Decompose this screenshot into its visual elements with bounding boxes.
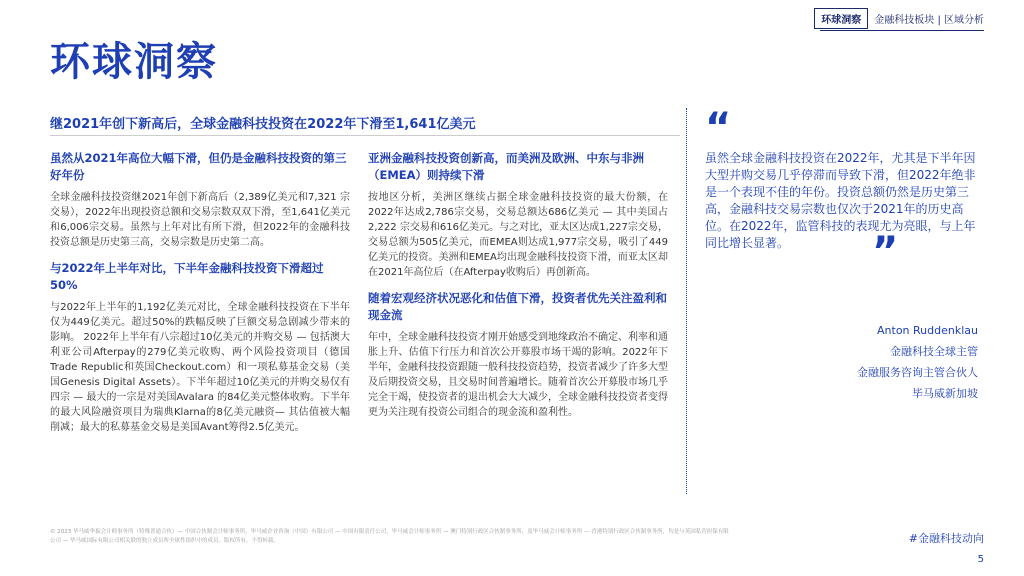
author-org: 毕马威新加坡 [912, 387, 978, 400]
author-role: 金融科技全球主管 [890, 345, 978, 358]
quote-text: 虽然全球金融科技投资在2022年，尤其是下半年因大型并购交易几乎停滞而导致下滑，但2022年绝非是一个表现不佳的年份。投资总额仍然是历史第三高，金融科技交易宗数也仅次于2021年的历史高位。在2022年，监管科技的表现尤为亮眼，与上年同比增长显著。 [705, 151, 976, 250]
column-divider [686, 108, 687, 494]
section-heading: 与2022年上半年对比，下半年金融科技投资下滑超过50% [50, 261, 324, 292]
author-role: 金融服务咨询主管合伙人 [857, 366, 978, 379]
footer-hashtag: #金融科技动向 [908, 532, 984, 545]
author-name: Anton Ruddenklau [877, 324, 978, 337]
quote-author [857, 320, 978, 404]
middle-column [368, 150, 668, 430]
page-subtitle: 继2021年创下新高后，全球金融科技投资在2022年下滑至1,641亿美元 [50, 117, 476, 132]
page-number: 5 [977, 554, 984, 565]
subtitle-divider [50, 135, 680, 136]
section-tag-rest[interactable]: 金融科技板块 | 区域分析 [874, 15, 984, 26]
close-quote-icon: ” [872, 229, 899, 275]
section-heading: 随着宏观经济状况恶化和估值下滑，投资者优先关注盈利和现金流 [368, 291, 667, 322]
page-title: 环球洞察 [50, 39, 218, 85]
section-tag-active[interactable]: 环球洞察 [814, 8, 868, 29]
section-body: 按地区分析，美洲区继续占据全球金融科技投资的最大份额，在2022年达成2,786宗交易，交易总额达686亿美元 — 其中美国占2,222 宗交易和616亿美元。与之对比，亚太区达成1,227宗交易，交易总额为505亿美元，而EMEA则达成1,977宗交易，吸引了449亿美元的投资。美洲和EMEA均出现金融科技投资下滑，而亚太区却在2021年高位后（在Afterpay收购后）再创新高。 [368, 192, 668, 278]
open-quote-icon: “ [705, 105, 732, 151]
section-heading: 亚洲金融科技投资创新高，而美洲及欧洲、中东与非洲（EMEA）则持续下滑 [368, 151, 644, 182]
copyright-note: © 2023 毕马威华振会计师事务所（特殊普通合伙）— 中国合伙制会计师事务所，毕马威企业咨询（中国）有限公司 — 中国有限责任公司，毕马威会计师事务所 — 澳门特别行政区合伙制事务所，及毕马威会计师事务所 — 香港特别行政区合伙制事务所，均是与英国私营担保有限公司 — 毕马威国际有限公司相关联的独立成员所全球性组织中的成员。版权所有，不得转载。 [50, 529, 729, 544]
section-body: 年中，全球金融科技投资才刚开始感受到地缘政治不确定、利率和通胀上升、估值下行压力和首次公开募股市场干竭的影响。2022年下半年，金融科技投资跟随一般科技投资趋势，投资者减少了许多大型及后期投资交易，且交易时间普遍增长。随着首次公开募股市场几乎完全干竭，使投资者的退出机会大大减少，全球金融科技投资者变得更为关注现有投资公司组合的现金流和盈利性。 [368, 332, 668, 418]
section-body: 全球金融科技投资继2021年创下新高后（2,389亿美元和7,321 宗交易），2022年出现投资总额和交易宗数双双下滑，至1,641亿美元和6,006宗交易。虽然与上年对比有所下滑，但2022年的金融科技投资总额是历史第三高，交易宗数是历史第二高。 [50, 192, 350, 248]
section-tag [814, 8, 984, 29]
left-column [50, 150, 350, 445]
section-heading: 虽然从2021年高位大幅下滑，但仍是金融科技投资的第三好年份 [50, 151, 347, 182]
header-rule [820, 30, 984, 31]
section-body: 与2022年上半年的1,192亿美元对比，全球金融科技投资在下半年仅为449亿美元。超过50%的跌幅反映了巨额交易急剧减少带来的影响。 2022年上半年有八宗超过10亿美元的并购交易 — 包括澳大利亚公司Afterpay的279亿美元收购、两个风险投资项目（德国Trade Republic和英国Checkout.com）和一项私募基金交易（美国Genesis Digital Assets）。下半年超过10亿美元的并购交易仅有四宗 — 最大的一宗是对美国Avalara 的84亿美元整体收购。下半年的最大风险融资项目为瑞典Klarna的8亿美元融资— 其估值被大幅削减；最大的私募基金交易是美国Avant筹得2.5亿美元。 [50, 302, 350, 433]
